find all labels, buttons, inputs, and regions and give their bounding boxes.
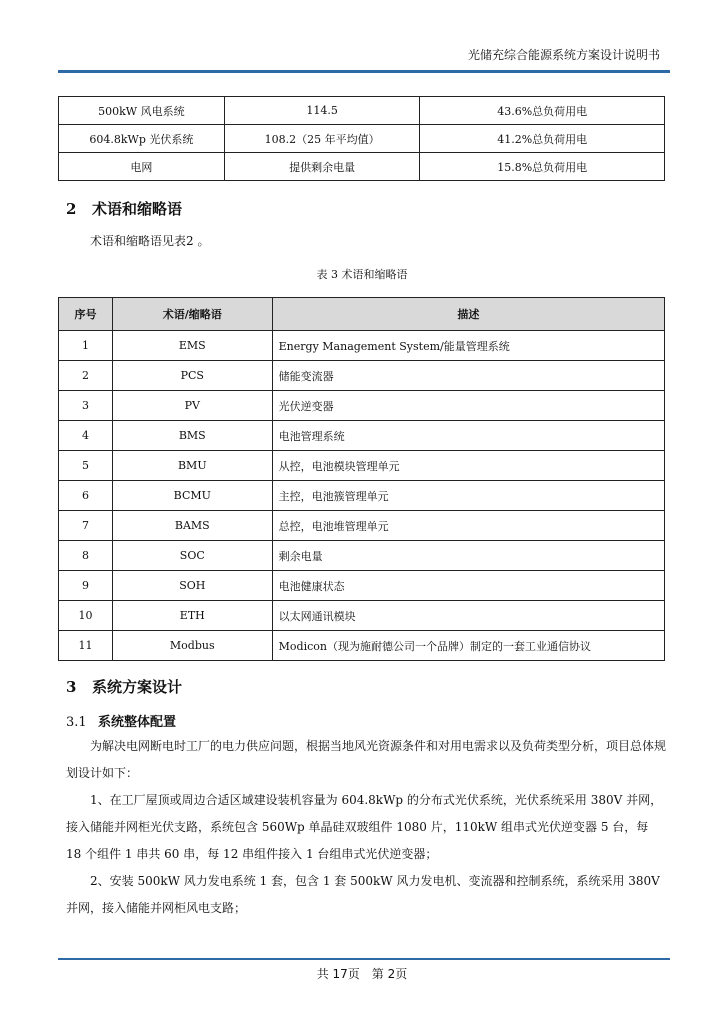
cell-term: SOH [112,571,272,601]
cell-term: PV [112,391,272,421]
table-row [59,153,665,181]
table-caption: 表 3 术语和缩略语 [316,268,408,281]
subsection-3-1-heading [66,711,176,730]
energy-value-cell: 108.2（25 年平均值） [224,125,420,153]
table-row [59,361,665,391]
energy-source-cell: 电网 [59,153,225,181]
cell-term: BAMS [112,511,272,541]
cell-no: 11 [59,631,113,661]
cell-term: BMS [112,421,272,451]
table-row [59,541,665,571]
cell-desc: 光伏逆变器 [272,391,664,421]
table-row [59,97,665,125]
energy-source-cell: 604.8kWp 光伏系统 [59,125,225,153]
cell-no: 5 [59,451,113,481]
table-row [59,125,665,153]
subsection-title: 系统整体配置 [98,715,177,730]
header-rule [58,70,670,73]
cell-term: BCMU [112,481,272,511]
table-row [59,421,665,451]
header-term: 术语/缩略语 [112,298,272,331]
cell-term: EMS [112,331,272,361]
energy-share-cell: 15.8%总负荷用电 [420,153,665,181]
cell-desc: 从控，电池模块管理单元 [272,451,664,481]
cell-desc: 储能变流器 [272,361,664,391]
table-header-row [59,298,665,331]
energy-source-cell: 500kW 风电系统 [59,97,225,125]
table-row [59,571,665,601]
energy-value-cell: 114.5 [224,97,420,125]
section-title: 系统方案设计 [92,678,183,696]
table-row [59,451,665,481]
section-number: 2 [66,200,77,218]
table-row [59,391,665,421]
cell-no: 4 [59,421,113,451]
table-row [59,481,665,511]
section-2-text: 术语和缩略语见表2 。 [90,234,210,248]
cell-desc: 电池健康状态 [272,571,664,601]
cell-term: BMU [112,451,272,481]
energy-share-cell: 43.6%总负荷用电 [420,97,665,125]
cell-desc: 剩余电量 [272,541,664,571]
table-row [59,601,665,631]
table-row [59,631,665,661]
header-title: 光储充综合能源系统方案设计说明书 [467,48,660,62]
cell-desc: Modicon（现为施耐德公司一个品牌）制定的一套工业通信协议 [272,631,664,661]
cell-no: 3 [59,391,113,421]
cell-no: 10 [59,601,113,631]
section-3-heading [66,676,182,697]
paragraph-wind: 2、安装 500kW 风力发电系统 1 套，包含 1 套 500kW 风力发电机、变流器和控制系统，系统采用 380V 并网，接入储能并网柜风电支路； [66,874,660,915]
energy-value-cell: 提供剩余电量 [224,153,420,181]
cell-term: Modbus [112,631,272,661]
section-title: 术语和缩略语 [92,200,183,218]
subsection-number: 3.1 [66,715,87,730]
cell-desc: 以太网通讯模块 [272,601,664,631]
header-desc: 描述 [272,298,664,331]
paragraph-pv: 1、在工厂屋顶或周边合适区域建设装机容量为 604.8kWp 的分布式光伏系统，光伏系统采用 380V 并网，接入储能并网柜光伏支路，系统包含 560Wp 单晶硅双玻组件 1080 片，110kW 组串式光伏逆变器 5 台，每 18 个组件 1 串共 60 串，每 12 串组件接入 1 台组串式光伏逆变器； [66,793,663,861]
terms-table [58,297,665,661]
footer-page-number: 共 17页 第 2页 [316,967,408,981]
cell-desc: 电池管理系统 [272,421,664,451]
table-row [59,331,665,361]
cell-desc: Energy Management System/能量管理系统 [272,331,664,361]
table-row [59,511,665,541]
cell-desc: 总控，电池堆管理单元 [272,511,664,541]
section-2-heading [66,198,182,219]
energy-share-cell: 41.2%总负荷用电 [420,125,665,153]
cell-no: 9 [59,571,113,601]
section-number: 3 [66,678,77,696]
cell-no: 6 [59,481,113,511]
header-no: 序号 [59,298,113,331]
cell-term: SOC [112,541,272,571]
footer-rule [58,958,670,960]
cell-term: ETH [112,601,272,631]
cell-no: 7 [59,511,113,541]
cell-term: PCS [112,361,272,391]
paragraph-intro: 为解决电网断电时工厂的电力供应问题，根据当地风光资源条件和对用电需求以及负荷类型分析，项目总体规划设计如下： [66,739,667,780]
cell-no: 8 [59,541,113,571]
energy-table [58,96,665,181]
cell-no: 1 [59,331,113,361]
cell-desc: 主控，电池簇管理单元 [272,481,664,511]
cell-no: 2 [59,361,113,391]
